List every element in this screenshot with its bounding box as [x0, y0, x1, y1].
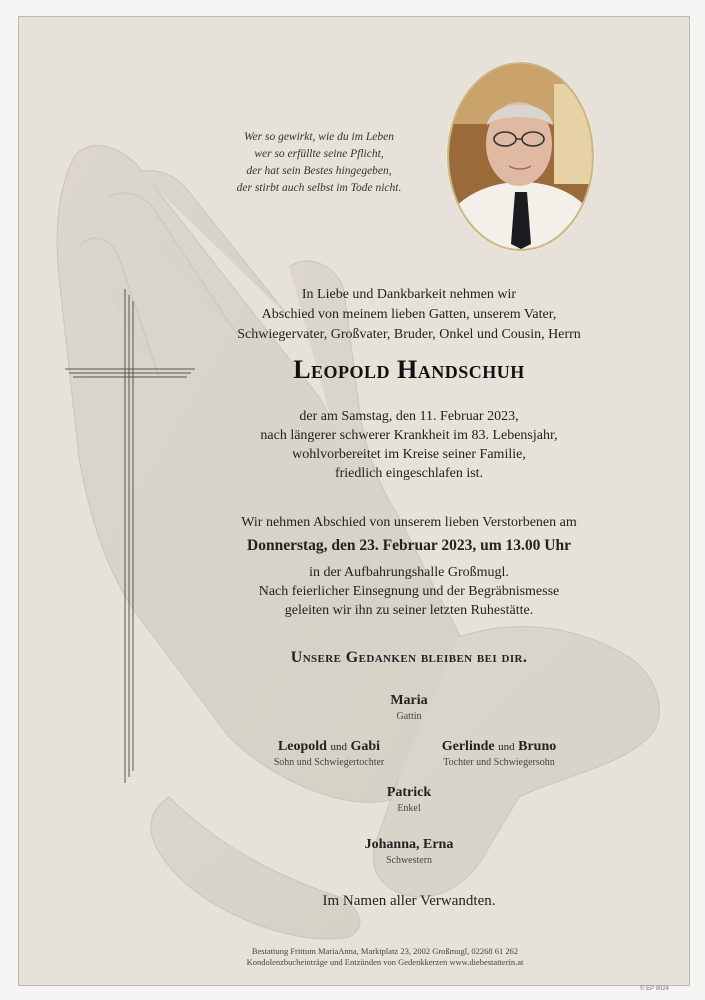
poem-line: der hat sein Bestes hingegeben,	[246, 165, 392, 177]
death-line: wohlvorbereitet im Kreise seiner Familie,	[292, 447, 526, 462]
intro-line: Abschied von meinem lieben Gatten, unserem Vater,	[261, 307, 557, 322]
deceased-portrait-photo	[447, 62, 594, 251]
mourner-relation: Tochter und Schwiegersohn	[443, 757, 555, 768]
death-line: friedlich eingeschlafen ist.	[334, 466, 484, 481]
footer-contact	[160, 946, 610, 968]
mourner-leopold-gabi	[234, 739, 424, 768]
mourner-name-2: Bruno	[518, 739, 557, 754]
mourner-gerlinde-bruno	[404, 739, 594, 768]
mourner-and: und	[498, 741, 515, 753]
death-line: nach längerer schwerer Krankheit im 83. Lebensjahr,	[260, 428, 558, 443]
intro-text	[159, 285, 659, 345]
mourner-name-1: Leopold	[277, 739, 327, 754]
deceased-name: Leopold Handschuh	[293, 355, 525, 384]
mourner-name-2: Gabi	[350, 739, 381, 754]
mourner-maria	[359, 693, 459, 722]
mourner-name: Johanna, Erna	[364, 837, 454, 852]
intro-line: In Liebe und Dankbarkeit nehmen wir	[301, 287, 517, 302]
mourner-name: Patrick	[386, 785, 432, 800]
funeral-place	[159, 563, 659, 620]
footer-line: Bestattung Frittum MariaAnna, Marktplatz 23, 2002 Großmugl, 02268 61 262	[251, 946, 519, 956]
funeral-line: geleiten wir ihn zu seiner letzten Ruhestätte.	[284, 603, 534, 618]
mourner-name: Maria	[390, 693, 428, 708]
mourner-relation: Gattin	[396, 711, 422, 722]
obituary-card	[18, 16, 690, 986]
footer-line: Kondolenzbucheinträge und Entzünden von Gedenkkerzen www.diebestatterin.at	[246, 957, 524, 967]
mourner-relation: Enkel	[397, 803, 421, 814]
mourner-relation: Sohn und Schwiegertochter	[273, 757, 385, 768]
mourner-patrick	[359, 785, 459, 814]
funeral-line: Nach feierlicher Einsegnung und der Begräbnismesse	[258, 584, 560, 599]
funeral-line: in der Aufbahrungshalle Großmugl.	[309, 565, 509, 580]
funeral-date: Donnerstag, den 23. Februar 2023, um 13.00 Uhr	[247, 537, 571, 554]
poem-line: Wer so gewirkt, wie du im Leben	[243, 131, 395, 143]
template-code: © EP 9024	[640, 986, 669, 992]
mourner-relation: Schwestern	[385, 855, 433, 866]
mourner-name	[234, 739, 424, 755]
poem-line: der stirbt auch selbst im Tode nicht.	[236, 182, 402, 194]
closing-text: Im Namen aller Verwandten.	[322, 893, 496, 909]
mourner-johanna-erna	[339, 837, 479, 866]
mourner-name-1: Gerlinde	[441, 739, 495, 754]
mourner-name	[404, 739, 594, 755]
death-notice	[159, 407, 659, 483]
death-line: der am Samstag, den 11. Februar 2023,	[299, 409, 519, 424]
intro-line: Schwiegervater, Großvater, Bruder, Onkel und Cousin, Herrn	[237, 327, 581, 342]
thoughts-heading: Unsere Gedanken bleiben bei dir.	[290, 649, 528, 666]
memorial-poem	[169, 129, 469, 197]
farewell-text: Wir nehmen Abschied von unserem lieben Verstorbenen am	[241, 515, 577, 530]
poem-line: wer so erfüllte seine Pflicht,	[254, 148, 384, 160]
mourner-and: und	[330, 741, 347, 753]
